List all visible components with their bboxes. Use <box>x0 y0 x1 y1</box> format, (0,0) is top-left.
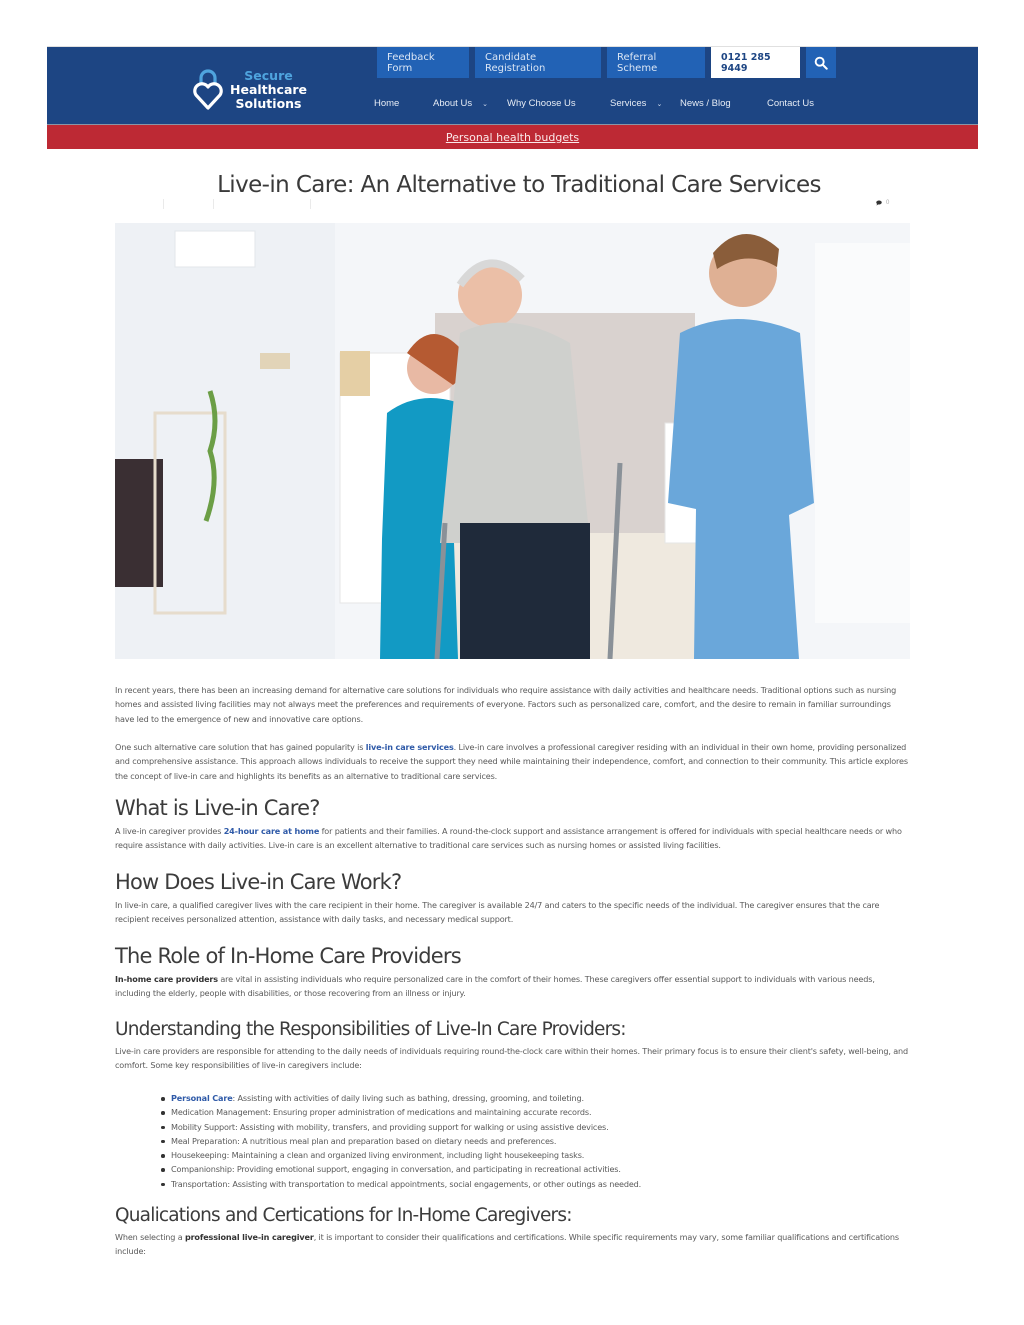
search-button[interactable] <box>806 47 836 78</box>
section-heading: Understanding the Responsibilities of Live-In Care Providers: <box>115 1019 626 1040</box>
page-title: Live-in Care: An Alternative to Traditional Care Services <box>217 172 821 198</box>
list-item: Mobility Support: Assisting with mobility, transfers, and providing support for walking or using assistive devices. <box>115 1120 910 1134</box>
nav-why-choose-us[interactable]: Why Choose Us <box>507 98 576 109</box>
intro-paragraph-1: In recent years, there has been an increasing demand for alternative care solutions for individuals who require assistance with daily activities and healthcare needs. Traditional options such as nursing homes and assisted living facilities may not always meet the preferences and requirements of everyone. Factors such as personalized care, comfort, and the desire to remain in familiar surroundings have led to the emergence of new and innovative care options. <box>115 685 897 724</box>
search-icon <box>814 56 828 70</box>
list-item: Companionship: Providing emotional support, engaging in conversation, and participating in recreational activities. <box>115 1162 910 1176</box>
section-role-of-providers: The Role of In-Home Care Providers In-home care providers are vital in assisting individuals who require personalized care in the comfort of their homes. These caregivers offer essential support to individuals with various needs, including the elderly, people with disabilities, or those recovering from an illness or injury. <box>115 944 910 1001</box>
nav-services[interactable]: Services ⌄ <box>610 98 663 109</box>
site-header <box>47 46 978 124</box>
list-item: Medication Management: Ensuring proper administration of medications and maintaining accurate records. <box>115 1105 910 1119</box>
divider <box>310 199 311 209</box>
logo-text: Secure Healthcare Solutions <box>230 68 308 111</box>
section-heading: How Does Live-in Care Work? <box>115 870 402 894</box>
announcement-banner <box>47 124 978 149</box>
chevron-down-icon: ⌄ <box>656 100 663 108</box>
section-responsibilities: Understanding the Responsibilities of Live-In Care Providers: Live-in care providers are responsible for attending to the daily needs of individuals requiring round-the-clock care within their homes. Their primary focus is to ensure their client's safety, well-being, and comfort. Some key responsibilities of live-in caregivers include: <box>115 1019 910 1073</box>
feedback-form-button[interactable]: Feedback Form <box>377 47 469 78</box>
heart-lock-icon <box>192 68 224 112</box>
personal-health-budgets-link[interactable]: Personal health budgets <box>445 130 580 144</box>
section-heading: The Role of In-Home Care Providers <box>115 944 461 968</box>
section-what-is-live-in-care: What is Live-in Care? A live-in caregiver provides 24-hour care at home for patients and their families. A round-the-clock support and assistance arrangement is offered for individuals with special healthcare needs or who require assistance with daily activities. Live-in care is an excellent alternative to traditional care services such as nursing homes or assisted living facilities. <box>115 796 910 853</box>
responsibilities-list <box>115 1091 910 1191</box>
phone-number-button[interactable]: 0121 285 9449 <box>711 47 800 78</box>
candidate-registration-button[interactable]: Candidate Registration <box>475 47 601 78</box>
list-item: Housekeeping: Maintaining a clean and organized living environment, including light housekeeping tasks. <box>115 1148 910 1162</box>
personal-care-link[interactable]: Personal Care <box>171 1093 233 1103</box>
live-in-care-services-link[interactable]: live-in care services <box>365 742 454 752</box>
nav-home[interactable]: Home <box>374 98 400 109</box>
comments-icon <box>876 200 883 206</box>
hero-illustration <box>115 223 910 659</box>
section-heading: Qualications and Certications for In-Home Caregivers: <box>115 1205 572 1226</box>
section-qualifications: Qualications and Certications for In-Home Caregivers: When selecting a professional live-in caregiver, it is important to consider their qualifications and certifications. While specific requirements may vary, some familiar qualifications and certifications include: <box>115 1205 910 1259</box>
divider <box>213 199 214 209</box>
chevron-down-icon: ⌄ <box>482 100 488 108</box>
list-item: Personal Care: Assisting with activities of daily living such as bathing, dressing, grooming, and toileting. <box>115 1091 910 1105</box>
referral-scheme-button[interactable]: Referral Scheme <box>607 47 705 78</box>
comment-count[interactable]: 0 <box>876 200 889 206</box>
list-item: Transportation: Assisting with transportation to medical appointments, social engagements, or other outings as needed. <box>115 1177 910 1191</box>
section-heading: What is Live-in Care? <box>115 796 320 820</box>
site-logo[interactable] <box>192 67 322 113</box>
divider <box>163 199 164 209</box>
top-button-bar <box>377 47 836 78</box>
nav-contact-us[interactable]: Contact Us <box>767 98 814 109</box>
hero-image <box>115 223 910 659</box>
nav-news-blog[interactable]: News / Blog <box>680 98 731 109</box>
section-how-does-it-work: How Does Live-in Care Work? In live-in care, a qualified caregiver lives with the care recipient in their home. The caregiver is available 24/7 and caters to the specific needs of the individual. The caregiver ensures that the care recipient receives personalized attention, assistance with daily tasks, and necessary medical support. <box>115 870 910 927</box>
list-item: Meal Preparation: A nutritious meal plan and preparation based on dietary needs and preferences. <box>115 1134 910 1148</box>
intro-paragraph-2: One such alternative care solution that has gained popularity is live-in care services. Live-in care involves a professional caregiver residing with an individual in their own home, providing personalized and comprehensive assistance. This approach allows individuals to receive the support they need while maintaining their independence, comfort, and connection to their community. This article explores the concept of live-in care and highlights its benefits as an alternative to traditional care services. <box>115 742 908 781</box>
nav-about-us[interactable]: About Us ⌄ <box>433 98 488 109</box>
24-hour-care-link[interactable]: 24-hour care at home <box>223 826 320 836</box>
